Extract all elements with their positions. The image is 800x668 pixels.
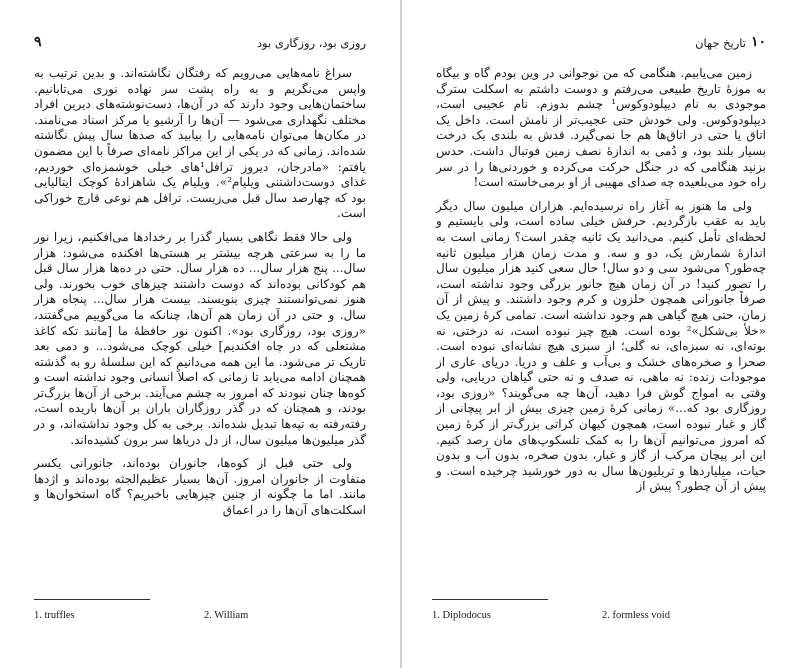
right-page-body — [436, 66, 766, 503]
right-page-header — [436, 36, 766, 54]
left-page-body — [34, 66, 366, 527]
right-page — [402, 0, 800, 668]
page-number: ۱۰ — [750, 34, 766, 50]
footnote-divider — [34, 599, 150, 600]
footnote-divider — [432, 599, 548, 600]
running-title: تاریخ جهان — [695, 36, 746, 50]
running-title: روزی بود، روزگاری بود — [256, 36, 366, 50]
paragraph: ولی حتی قبل از کوه‌ها، جانوران بوده‌اند، جانورانی یکسر متفاوت از جانوران امروز. آن‌ها بسیار عظیم‌الجثه بوده‌اند و اژدها مانند. اما ما چگونه از چنین چیزهایی باخبریم؟ گاه استخوان‌ها و اسکلت‌های آن‌ها را در اعماق — [34, 456, 366, 518]
page-number: ۹ — [34, 34, 42, 50]
paragraph: ولی حالا فقط نگاهی بسیار گذرا بر رخدادها می‌افکنیم، زیرا نور ما را به سرعتی هرچه بیشتر بر هستی‌ها افکنده می‌شود: هزار سال... پنج هزار سال... ده هزار سال. حتی در ده‌ها هزار سال قبل هم کودکانی بوده‌اند که دوست داشتند چیزهای خوب بخورند. ولی هنوز نمی‌توانستند چیزی بنویسند. بیست هزار سال... پنجاه هزار سال. و حتی در آن زمان هم آن‌ها، چنانکه ما می‌گوییم می‌گفتند، «روزی بود، روزگاری بود». اکنون نور حافظهٔ ما [مانند تکه کاغذ مشتعلی که در چاه افکندیم] خیلی کوچک می‌شود... و دمی بعد تاریک تر می‌شود. ما این همه می‌دانیم که این سلسلهٔ رو به گذشته همچنان ادامه می‌یابد تا زمانی که اصلاً انسانی وجود نداشته است و کوه‌ها چنان نبودند که امروز به چشم می‌آیند. برخی از آن‌ها بزرگ‌تر بودند، و همچنان که در گذر روزگاران باران بر آن‌ها باریده است، رفته‌رفته به تپه‌ها تبدیل شده‌اند. برخی به کل وجود نداشته‌اند، و در گذر میلیون‌ها میلیون سال، از دل دریاها سر برون کشیده‌اند. — [34, 229, 366, 447]
left-page-header — [34, 36, 366, 54]
paragraph: زمین می‌یابیم. هنگامی که من نوجوانی در وین بودم گاه و بیگاه به موزهٔ تاریخ طبیعی می‌رفتم و دوست داشتم به اسکلت سترگ موجودی به نام دیپلودوکوس¹ چشم بدوزم. نام عجیبی است، دیپلودوکوس. ولی خودش حتی عجیب‌تر از نامش است. داخل یک اتاق یا حتی در اتاق‌ها هم جا نمی‌گیرد. قدش به بلندی یک درخت بسیار بلند بود، و دُمی به اندازهٔ نصف زمین فوتبال داشت. حدس بزنید هنگامی که در جنگل حرکت می‌کرده و خوردنی‌ها را در سر راه خود می‌بلعیده چه صدای مهیبی از او برمی‌خاسته است! — [436, 66, 766, 190]
paragraph: سراغ نامه‌هایی می‌رویم که رفتگان نگاشته‌اند. و بدین ترتیب به واپس می‌نگریم و به راه پشت سر نهاده نوری می‌تابانیم. ساختمان‌هایی وجود دارند که در آن‌ها، دست‌نوشته‌های دیرین افراد مختلف نگهداری می‌شود — آن‌ها را آرشیو یا مرکز اسناد می‌نامند. در مکان‌ها می‌توان نامه‌هایی را بیابید که صدها سال پیش نگاشته شده‌اند. زمانی که در یکی از این مراکز نامه‌ای صرفاً با این مضمون یافتم: «مادرجان، دیروز ترافل¹های خیلی خوشمزه‌ای خوردیم، غذای دوست‌داشتنی ویلیام²». ویلیام یک شاهزادهٔ کوچک ایتالیایی بود که چهارصد سال قبل می‌زیست. ترافل هم نوعی قارچ خوراکی است. — [34, 66, 366, 221]
footnote: 2. formless void — [602, 610, 670, 621]
footnote: 1. Diplodocus — [432, 610, 491, 621]
footnote: 2. William — [204, 610, 249, 621]
footnote: 1. truffles — [34, 610, 75, 621]
paragraph: ولی ما هنوز به آغاز راه نرسیده‌ایم. هزاران میلیون سال دیگر باید به عقب بازگردیم. حرفش خیلی ساده است، ولی بایستیم و لحظه‌ای تأمل کنیم. می‌دانید یک ثانیه چقدر است؟ زمانی است به اندازهٔ شمارش یک، دو و سه. و مدت زمان هزار میلیون ثانیه چه‌طور؟ می‌شود سی و دو سال! حال سعی کنید هزار میلیون سال را تصور کنید! در آن زمان هیچ جانور بزرگی وجود نداشته است، صرفاً جانورانی همچون حلزون و کرم وجود داشتند. و پیش از آن زمان، حتی هیچ گیاهی هم وجود نداشته است. تمامی کرهٔ زمین یک «خلأ بی‌شکل»² بوده است. هیچ چیز نبوده است، نه درختی، نه بوته‌ای، نه سبزه‌ای، نه گلی؛ از سبزی هیچ نشانه‌ای نبوده است. صحرا و صخره‌های خشک و بی‌آب و علف و دریا. دریای عاری از موجودات زنده: نه ماهی، نه صدف و نه حتی گیاهان دریایی، ولی وقتی به امواج گوش فرا دهید، آن‌ها چه می‌گویند؟ «روزی بود، روزگاری بود که...» زمانی کرهٔ زمین چیزی بیش از ابر پیچانی از گاز و غبار نبوده است، همچون کیهان کراتی بزرگ‌تر از کرهٔ زمین که امروز می‌توانیم آن‌ها را به کمک تلسکوپ‌های مان رصد کنیم. این ابر پیچان مرکب از گاز و غبار، بدون صخره، بدون آب و بدون حیات، میلیاردها و تریلیون‌ها سال به دور خورشید چرخیده است. و پیش از آن چطور؟ پیش از — [436, 198, 766, 494]
